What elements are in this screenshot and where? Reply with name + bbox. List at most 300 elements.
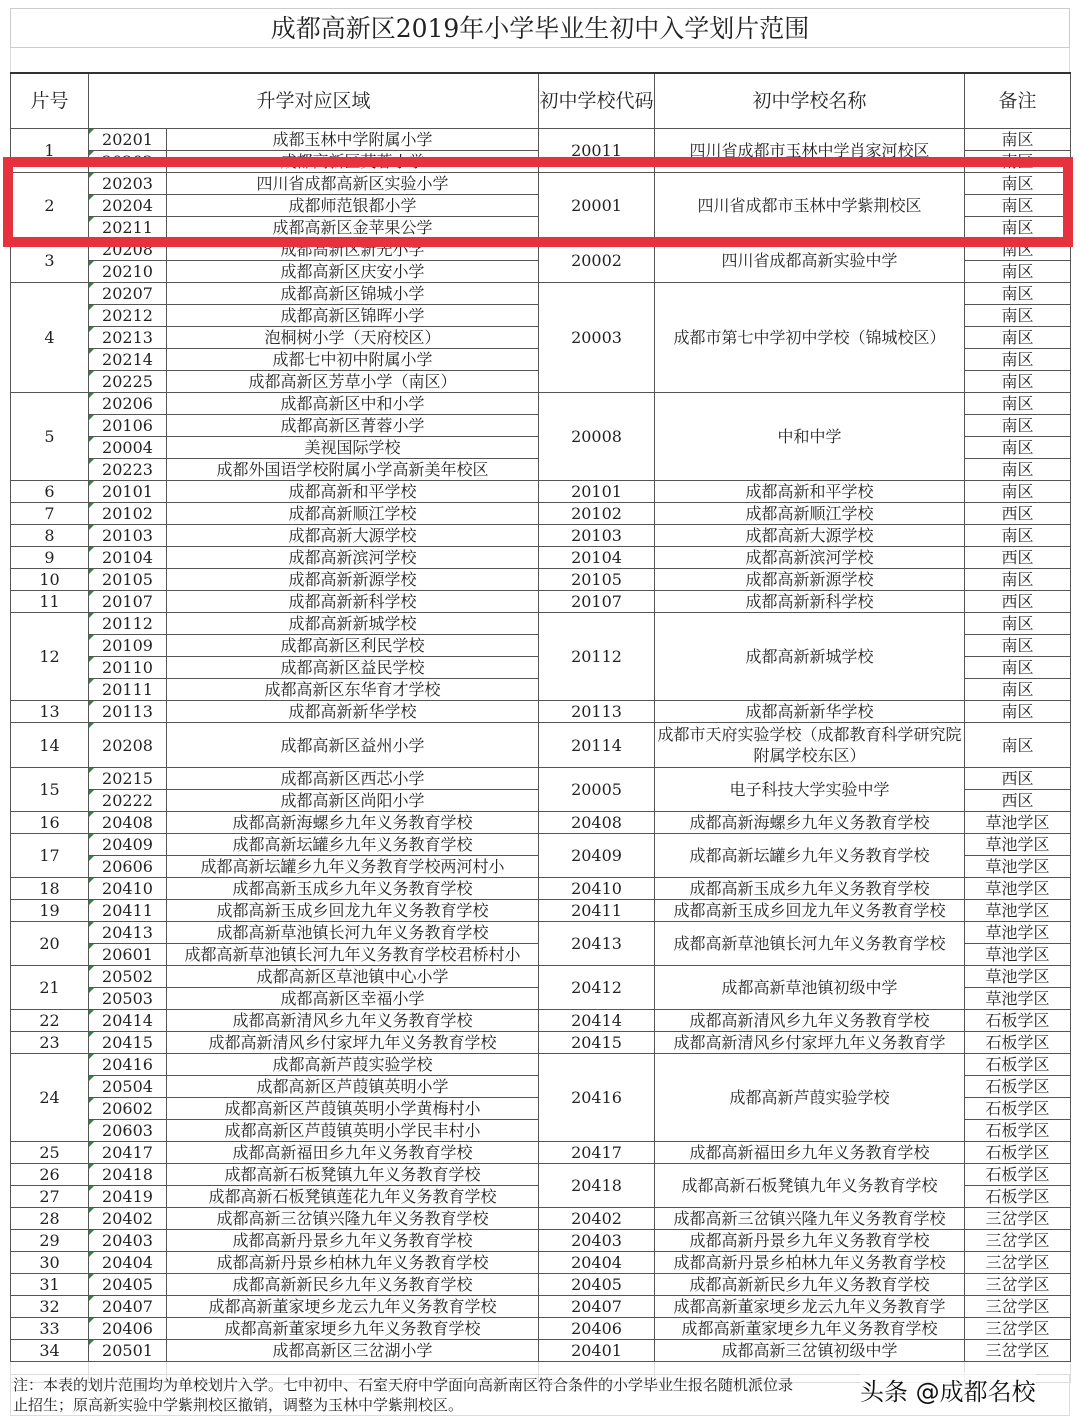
middle-school-name: 中和中学 [655,393,965,481]
primary-school-name: 成都高新区锦城小学 [167,283,539,305]
district-note: 石板学区 [965,1142,1071,1164]
district-note: 南区 [965,635,1071,657]
primary-school-code: 20212 [89,305,167,327]
zone-number: 24 [11,1054,89,1142]
district-note: 南区 [965,613,1071,635]
middle-school-code: 20113 [539,701,655,723]
middle-school-name: 成都高新海螺乡九年义务教育学校 [655,812,965,834]
table-row [11,1054,1071,1076]
primary-school-name: 成都高新丹景乡九年义务教育学校 [167,1230,539,1252]
zone-number: 12 [11,613,89,701]
district-note: 三岔学区 [965,1252,1071,1274]
watermark: 头条 @成都名校 [860,1372,1036,1407]
district-note: 石板学区 [965,1098,1071,1120]
primary-school-code: 20418 [89,1164,167,1186]
table-row [11,569,1071,591]
middle-school-code: 20403 [539,1230,655,1252]
district-note: 石板学区 [965,1120,1071,1142]
district-note: 草池学区 [965,966,1071,988]
primary-school-name: 成都高新草池镇长河九年义务教育学校 [167,922,539,944]
district-note: 西区 [965,591,1071,613]
middle-school-code: 20418 [539,1164,655,1208]
primary-school-code: 20405 [89,1274,167,1296]
middle-school-code: 20408 [539,812,655,834]
primary-school-name: 成都高新区三岔湖小学 [167,1340,539,1362]
primary-school-name: 成都高新区芳草小学（南区） [167,371,539,393]
middle-school-name: 成都高新新民乡九年义务教育学校 [655,1274,965,1296]
primary-school-name: 成都高新新城学校 [167,613,539,635]
district-note: 南区 [965,481,1071,503]
table-row [11,1010,1071,1032]
primary-school-code: 20208 [89,239,167,261]
middle-school-code: 20104 [539,547,655,569]
primary-school-code: 20419 [89,1186,167,1208]
primary-school-code: 20410 [89,878,167,900]
primary-school-name: 成都高新区芦葭镇英明小学民丰村小 [167,1120,539,1142]
primary-school-code: 20110 [89,657,167,679]
middle-school-code: 20114 [539,723,655,768]
middle-school-name: 成都高新董家埂乡龙云九年义务教育学 [655,1296,965,1318]
middle-school-name: 成都高新滨河学校 [655,547,965,569]
middle-school-code: 20410 [539,878,655,900]
primary-school-code: 20414 [89,1010,167,1032]
middle-school-code: 20409 [539,834,655,878]
district-note: 西区 [965,503,1071,525]
district-note: 三岔学区 [965,1296,1071,1318]
middle-school-name: 成都市第七中学初中学校（锦城校区） [655,283,965,393]
primary-school-code: 20112 [89,613,167,635]
table-row [11,922,1071,944]
district-note: 南区 [965,261,1071,283]
district-note: 西区 [965,547,1071,569]
primary-school-name: 成都高新新科学校 [167,591,539,613]
middle-school-code: 20002 [539,239,655,283]
zone-number: 22 [11,1010,89,1032]
middle-school-name: 四川省成都高新实验中学 [655,239,965,283]
primary-school-name: 成都高新区金苹果公学 [167,217,539,239]
table-row [11,1230,1071,1252]
primary-school-name: 成都高新区尚阳小学 [167,790,539,812]
district-note: 南区 [965,679,1071,701]
primary-school-name: 成都高新和平学校 [167,481,539,503]
table-row [11,173,1071,195]
district-note: 南区 [965,129,1071,151]
district-note: 南区 [965,217,1071,239]
zone-number: 14 [11,723,89,768]
district-note: 南区 [965,723,1071,768]
district-note: 南区 [965,371,1071,393]
district-note: 南区 [965,525,1071,547]
zone-number: 21 [11,966,89,1010]
primary-school-code: 20207 [89,283,167,305]
primary-school-code: 20214 [89,349,167,371]
table-row [11,591,1071,613]
zone-number: 31 [11,1274,89,1296]
district-note: 草池学区 [965,988,1071,1010]
primary-school-code: 20202 [89,151,167,173]
district-note: 三岔学区 [965,1208,1071,1230]
header-note: 备注 [965,73,1071,129]
middle-school-code: 20413 [539,922,655,966]
middle-school-name: 成都高新草池镇初级中学 [655,966,965,1010]
district-note: 南区 [965,283,1071,305]
primary-school-name: 成都高新区庆安小学 [167,261,539,283]
primary-school-name: 成都高新区东华育才学校 [167,679,539,701]
primary-school-code: 20409 [89,834,167,856]
primary-school-name: 成都高新区草池镇中心小学 [167,966,539,988]
primary-school-code: 20606 [89,856,167,878]
middle-school-name: 成都高新顺江学校 [655,503,965,525]
district-note: 西区 [965,768,1071,790]
primary-school-code: 20416 [89,1054,167,1076]
primary-school-code: 20208 [89,723,167,768]
district-note: 南区 [965,657,1071,679]
middle-school-name: 四川省成都市玉林中学肖家河校区 [655,129,965,173]
table-row [11,1164,1071,1186]
primary-school-code: 20113 [89,701,167,723]
district-note: 南区 [965,349,1071,371]
zone-number: 28 [11,1208,89,1230]
zone-number: 16 [11,812,89,834]
district-note: 南区 [965,173,1071,195]
primary-school-code: 20206 [89,393,167,415]
table-row [11,503,1071,525]
middle-school-name: 成都高新草池镇长河九年义务教育学校 [655,922,965,966]
middle-school-name: 成都高新大源学校 [655,525,965,547]
table-row [11,613,1071,635]
middle-school-name: 成都高新玉成乡回龙九年义务教育学校 [655,900,965,922]
footnote-line-1: 注：本表的划片范围均为单校划片入学。七中初中、石室天府中学面向高新南区符合条件的小学毕业生报名随机派位录 [13,1376,794,1394]
middle-school-name: 电子科技大学实验中学 [655,768,965,812]
table-row [11,1142,1071,1164]
primary-school-code: 20504 [89,1076,167,1098]
middle-school-code: 20001 [539,173,655,239]
zone-number: 9 [11,547,89,569]
middle-school-code: 20404 [539,1252,655,1274]
zone-number: 20 [11,922,89,966]
table-row [11,481,1071,503]
middle-school-code: 20011 [539,129,655,173]
middle-school-name: 成都高新新科学校 [655,591,965,613]
zone-number: 23 [11,1032,89,1054]
primary-school-code: 20210 [89,261,167,283]
district-note: 南区 [965,151,1071,173]
primary-school-code: 20601 [89,944,167,966]
zone-number: 18 [11,878,89,900]
district-note: 三岔学区 [965,1318,1071,1340]
table-row [11,283,1071,305]
primary-school-code: 20201 [89,129,167,151]
primary-school-name: 成都高新区中和小学 [167,393,539,415]
zone-number: 33 [11,1318,89,1340]
table-row [11,1274,1071,1296]
table-row [11,1340,1071,1362]
middle-school-name: 成都高新新城学校 [655,613,965,701]
zone-number: 1 [11,129,89,173]
table-row [11,966,1071,988]
primary-school-code: 20603 [89,1120,167,1142]
middle-school-code: 20412 [539,966,655,1010]
middle-school-name: 成都高新玉成乡九年义务教育学校 [655,878,965,900]
primary-school-code: 20417 [89,1142,167,1164]
primary-school-code: 20223 [89,459,167,481]
primary-school-code: 20225 [89,371,167,393]
zone-number: 4 [11,283,89,393]
district-note: 南区 [965,305,1071,327]
primary-school-code: 20404 [89,1252,167,1274]
primary-school-name: 成都师范银都小学 [167,195,539,217]
footnote-line-2: 止招生；原高新实验中学紫荆校区撤销，调整为玉林中学紫荆校区。 [13,1396,464,1414]
district-note: 三岔学区 [965,1340,1071,1362]
primary-school-name: 成都高新董家埂乡龙云九年义务教育学校 [167,1296,539,1318]
primary-school-code: 20107 [89,591,167,613]
district-note: 南区 [965,701,1071,723]
district-note: 草池学区 [965,812,1071,834]
header-seq: 片号 [11,73,89,129]
zone-number: 10 [11,569,89,591]
middle-school-name: 成都高新清风乡九年义务教育学校 [655,1010,965,1032]
primary-school-code: 20101 [89,481,167,503]
middle-school-code: 20005 [539,768,655,812]
primary-school-code: 20602 [89,1098,167,1120]
primary-school-code: 20104 [89,547,167,569]
zone-number: 27 [11,1186,89,1208]
primary-school-code: 20215 [89,768,167,790]
primary-school-code: 20102 [89,503,167,525]
district-note: 石板学区 [965,1054,1071,1076]
middle-school-name: 成都高新新华学校 [655,701,965,723]
primary-school-name: 成都外国语学校附属小学高新美年校区 [167,459,539,481]
primary-school-name: 成都高新玉成乡回龙九年义务教育学校 [167,900,539,922]
middle-school-code: 20101 [539,481,655,503]
middle-school-code: 20416 [539,1054,655,1142]
table-row [11,525,1071,547]
primary-school-name: 成都七中初中附属小学 [167,349,539,371]
middle-school-code: 20417 [539,1142,655,1164]
primary-school-code: 20502 [89,966,167,988]
zone-number: 32 [11,1296,89,1318]
zone-number: 17 [11,834,89,878]
district-note: 南区 [965,327,1071,349]
primary-school-name: 成都高新区益州小学 [167,723,539,768]
zone-number: 30 [11,1252,89,1274]
table-row [11,547,1071,569]
table-row [11,768,1071,790]
zone-number: 13 [11,701,89,723]
middle-school-name: 成都高新和平学校 [655,481,965,503]
table-row [11,878,1071,900]
primary-school-code: 20111 [89,679,167,701]
primary-school-name: 成都高新石板凳镇莲花九年义务教育学校 [167,1186,539,1208]
primary-school-name: 四川省成都高新区实验小学 [167,173,539,195]
district-note: 南区 [965,415,1071,437]
district-note: 石板学区 [965,1076,1071,1098]
table-row [11,239,1071,261]
primary-school-name: 成都高新芦葭实验学校 [167,1054,539,1076]
middle-school-name: 成都高新福田乡九年义务教育学校 [655,1142,965,1164]
district-note: 石板学区 [965,1186,1071,1208]
primary-school-name: 成都高新丹景乡柏林九年义务教育学校 [167,1252,539,1274]
header-middle-code: 初中学校代码 [539,73,655,129]
middle-school-name: 成都高新石板凳镇九年义务教育学校 [655,1164,965,1208]
district-note: 草池学区 [965,856,1071,878]
primary-school-name: 成都高新石板凳镇九年义务教育学校 [167,1164,539,1186]
primary-school-name: 成都高新区西芯小学 [167,768,539,790]
middle-school-code: 20411 [539,900,655,922]
district-note: 南区 [965,195,1071,217]
header-middle-name: 初中学校名称 [655,73,965,129]
enrollment-table [10,72,1071,1383]
primary-school-name: 成都高新新华学校 [167,701,539,723]
primary-school-name: 成都高新坛罐乡九年义务教育学校 [167,834,539,856]
table-row [11,1296,1071,1318]
zone-number: 19 [11,900,89,922]
district-note: 南区 [965,437,1071,459]
middle-school-code: 20405 [539,1274,655,1296]
primary-school-name: 成都高新顺江学校 [167,503,539,525]
primary-school-name: 成都高新区新光小学 [167,239,539,261]
middle-school-code: 20407 [539,1296,655,1318]
table-row [11,701,1071,723]
zone-number: 6 [11,481,89,503]
zone-number: 15 [11,768,89,812]
district-note: 石板学区 [965,1032,1071,1054]
primary-school-code: 20103 [89,525,167,547]
primary-school-code: 20403 [89,1230,167,1252]
middle-school-code: 20102 [539,503,655,525]
table-row [11,393,1071,415]
primary-school-name: 成都高新福田乡九年义务教育学校 [167,1142,539,1164]
district-note: 石板学区 [965,1164,1071,1186]
primary-school-name: 成都高新滨河学校 [167,547,539,569]
district-note: 西区 [965,790,1071,812]
middle-school-name: 成都市天府实验学校（成都教育科学研究院附属学校东区） [655,723,965,768]
primary-school-code: 20211 [89,217,167,239]
primary-school-name: 成都高新区芦葭镇英明小学黄梅村小 [167,1098,539,1120]
middle-school-code: 20401 [539,1340,655,1362]
primary-school-code: 20413 [89,922,167,944]
primary-school-name: 成都高新区幸福小学 [167,988,539,1010]
primary-school-name: 成都高新三岔镇兴隆九年义务教育学校 [167,1208,539,1230]
primary-school-name: 成都高新清风乡付家坪九年义务教育学校 [167,1032,539,1054]
middle-school-name: 成都高新董家埂乡九年义务教育学校 [655,1318,965,1340]
primary-school-code: 20503 [89,988,167,1010]
middle-school-code: 20103 [539,525,655,547]
table-row [11,723,1071,768]
primary-school-code: 20004 [89,437,167,459]
primary-school-code: 20408 [89,812,167,834]
primary-school-code: 20213 [89,327,167,349]
district-note: 南区 [965,393,1071,415]
header-area: 升学对应区域 [89,73,539,129]
table-row [11,1252,1071,1274]
zone-number: 2 [11,173,89,239]
middle-school-code: 20107 [539,591,655,613]
district-note: 三岔学区 [965,1274,1071,1296]
primary-school-name: 成都高新海螺乡九年义务教育学校 [167,812,539,834]
zone-number: 8 [11,525,89,547]
middle-school-code: 20112 [539,613,655,701]
primary-school-name: 美视国际学校 [167,437,539,459]
primary-school-name: 成都高新清风乡九年义务教育学校 [167,1010,539,1032]
table-row [11,1208,1071,1230]
middle-school-name: 四川省成都市玉林中学紫荆校区 [655,173,965,239]
primary-school-name: 成都高新区锦晖小学 [167,305,539,327]
middle-school-name: 成都高新坛罐乡九年义务教育学校 [655,834,965,878]
zone-number: 29 [11,1230,89,1252]
primary-school-name: 成都高新新民乡九年义务教育学校 [167,1274,539,1296]
spacer-row [10,48,1070,72]
primary-school-name: 成都高新区芙蓉小学 [167,151,539,173]
middle-school-code: 20402 [539,1208,655,1230]
table-row [11,129,1071,151]
table-row [11,834,1071,856]
district-note: 南区 [965,239,1071,261]
primary-school-name: 成都高新大源学校 [167,525,539,547]
primary-school-name: 成都高新草池镇长河九年义务教育学校君桥村小 [167,944,539,966]
district-note: 草池学区 [965,922,1071,944]
primary-school-code: 20411 [89,900,167,922]
zone-number: 26 [11,1164,89,1186]
middle-school-code: 20415 [539,1032,655,1054]
primary-school-name: 成都高新区芦葭镇英明小学 [167,1076,539,1098]
primary-school-name: 成都玉林中学附属小学 [167,129,539,151]
primary-school-name: 成都高新董家埂乡九年义务教育学校 [167,1318,539,1340]
district-note: 草池学区 [965,878,1071,900]
district-note: 南区 [965,459,1071,481]
primary-school-code: 20106 [89,415,167,437]
middle-school-name: 成都高新丹景乡九年义务教育学校 [655,1230,965,1252]
district-note: 石板学区 [965,1010,1071,1032]
primary-school-name: 成都高新新源学校 [167,569,539,591]
district-note: 草池学区 [965,944,1071,966]
primary-school-code: 20204 [89,195,167,217]
district-note: 三岔学区 [965,1230,1071,1252]
table-row [11,1318,1071,1340]
primary-school-code: 20203 [89,173,167,195]
middle-school-name: 成都高新清风乡付家坪九年义务教育学 [655,1032,965,1054]
table-row [11,812,1071,834]
primary-school-code: 20222 [89,790,167,812]
zone-number: 11 [11,591,89,613]
district-note: 草池学区 [965,900,1071,922]
middle-school-name: 成都高新丹景乡柏林九年义务教育学校 [655,1252,965,1274]
primary-school-name: 成都高新区利民学校 [167,635,539,657]
district-note: 南区 [965,569,1071,591]
primary-school-name: 成都高新坛罐乡九年义务教育学校两河村小 [167,856,539,878]
middle-school-code: 20105 [539,569,655,591]
primary-school-name: 成都高新区益民学校 [167,657,539,679]
primary-school-code: 20501 [89,1340,167,1362]
district-note: 草池学区 [965,834,1071,856]
middle-school-code: 20008 [539,393,655,481]
primary-school-code: 20109 [89,635,167,657]
page-title: 成都高新区2019年小学毕业生初中入学划片范围 [10,8,1070,48]
middle-school-code: 20406 [539,1318,655,1340]
primary-school-code: 20407 [89,1296,167,1318]
middle-school-name: 成都高新芦葭实验学校 [655,1054,965,1142]
primary-school-name: 成都高新玉成乡九年义务教育学校 [167,878,539,900]
table-row [11,900,1071,922]
table-body [11,129,1071,1383]
header-row [11,73,1071,129]
zone-number: 25 [11,1142,89,1164]
primary-school-name: 泡桐树小学（天府校区） [167,327,539,349]
zone-number: 5 [11,393,89,481]
zone-number: 34 [11,1340,89,1362]
primary-school-code: 20406 [89,1318,167,1340]
zone-number: 3 [11,239,89,283]
